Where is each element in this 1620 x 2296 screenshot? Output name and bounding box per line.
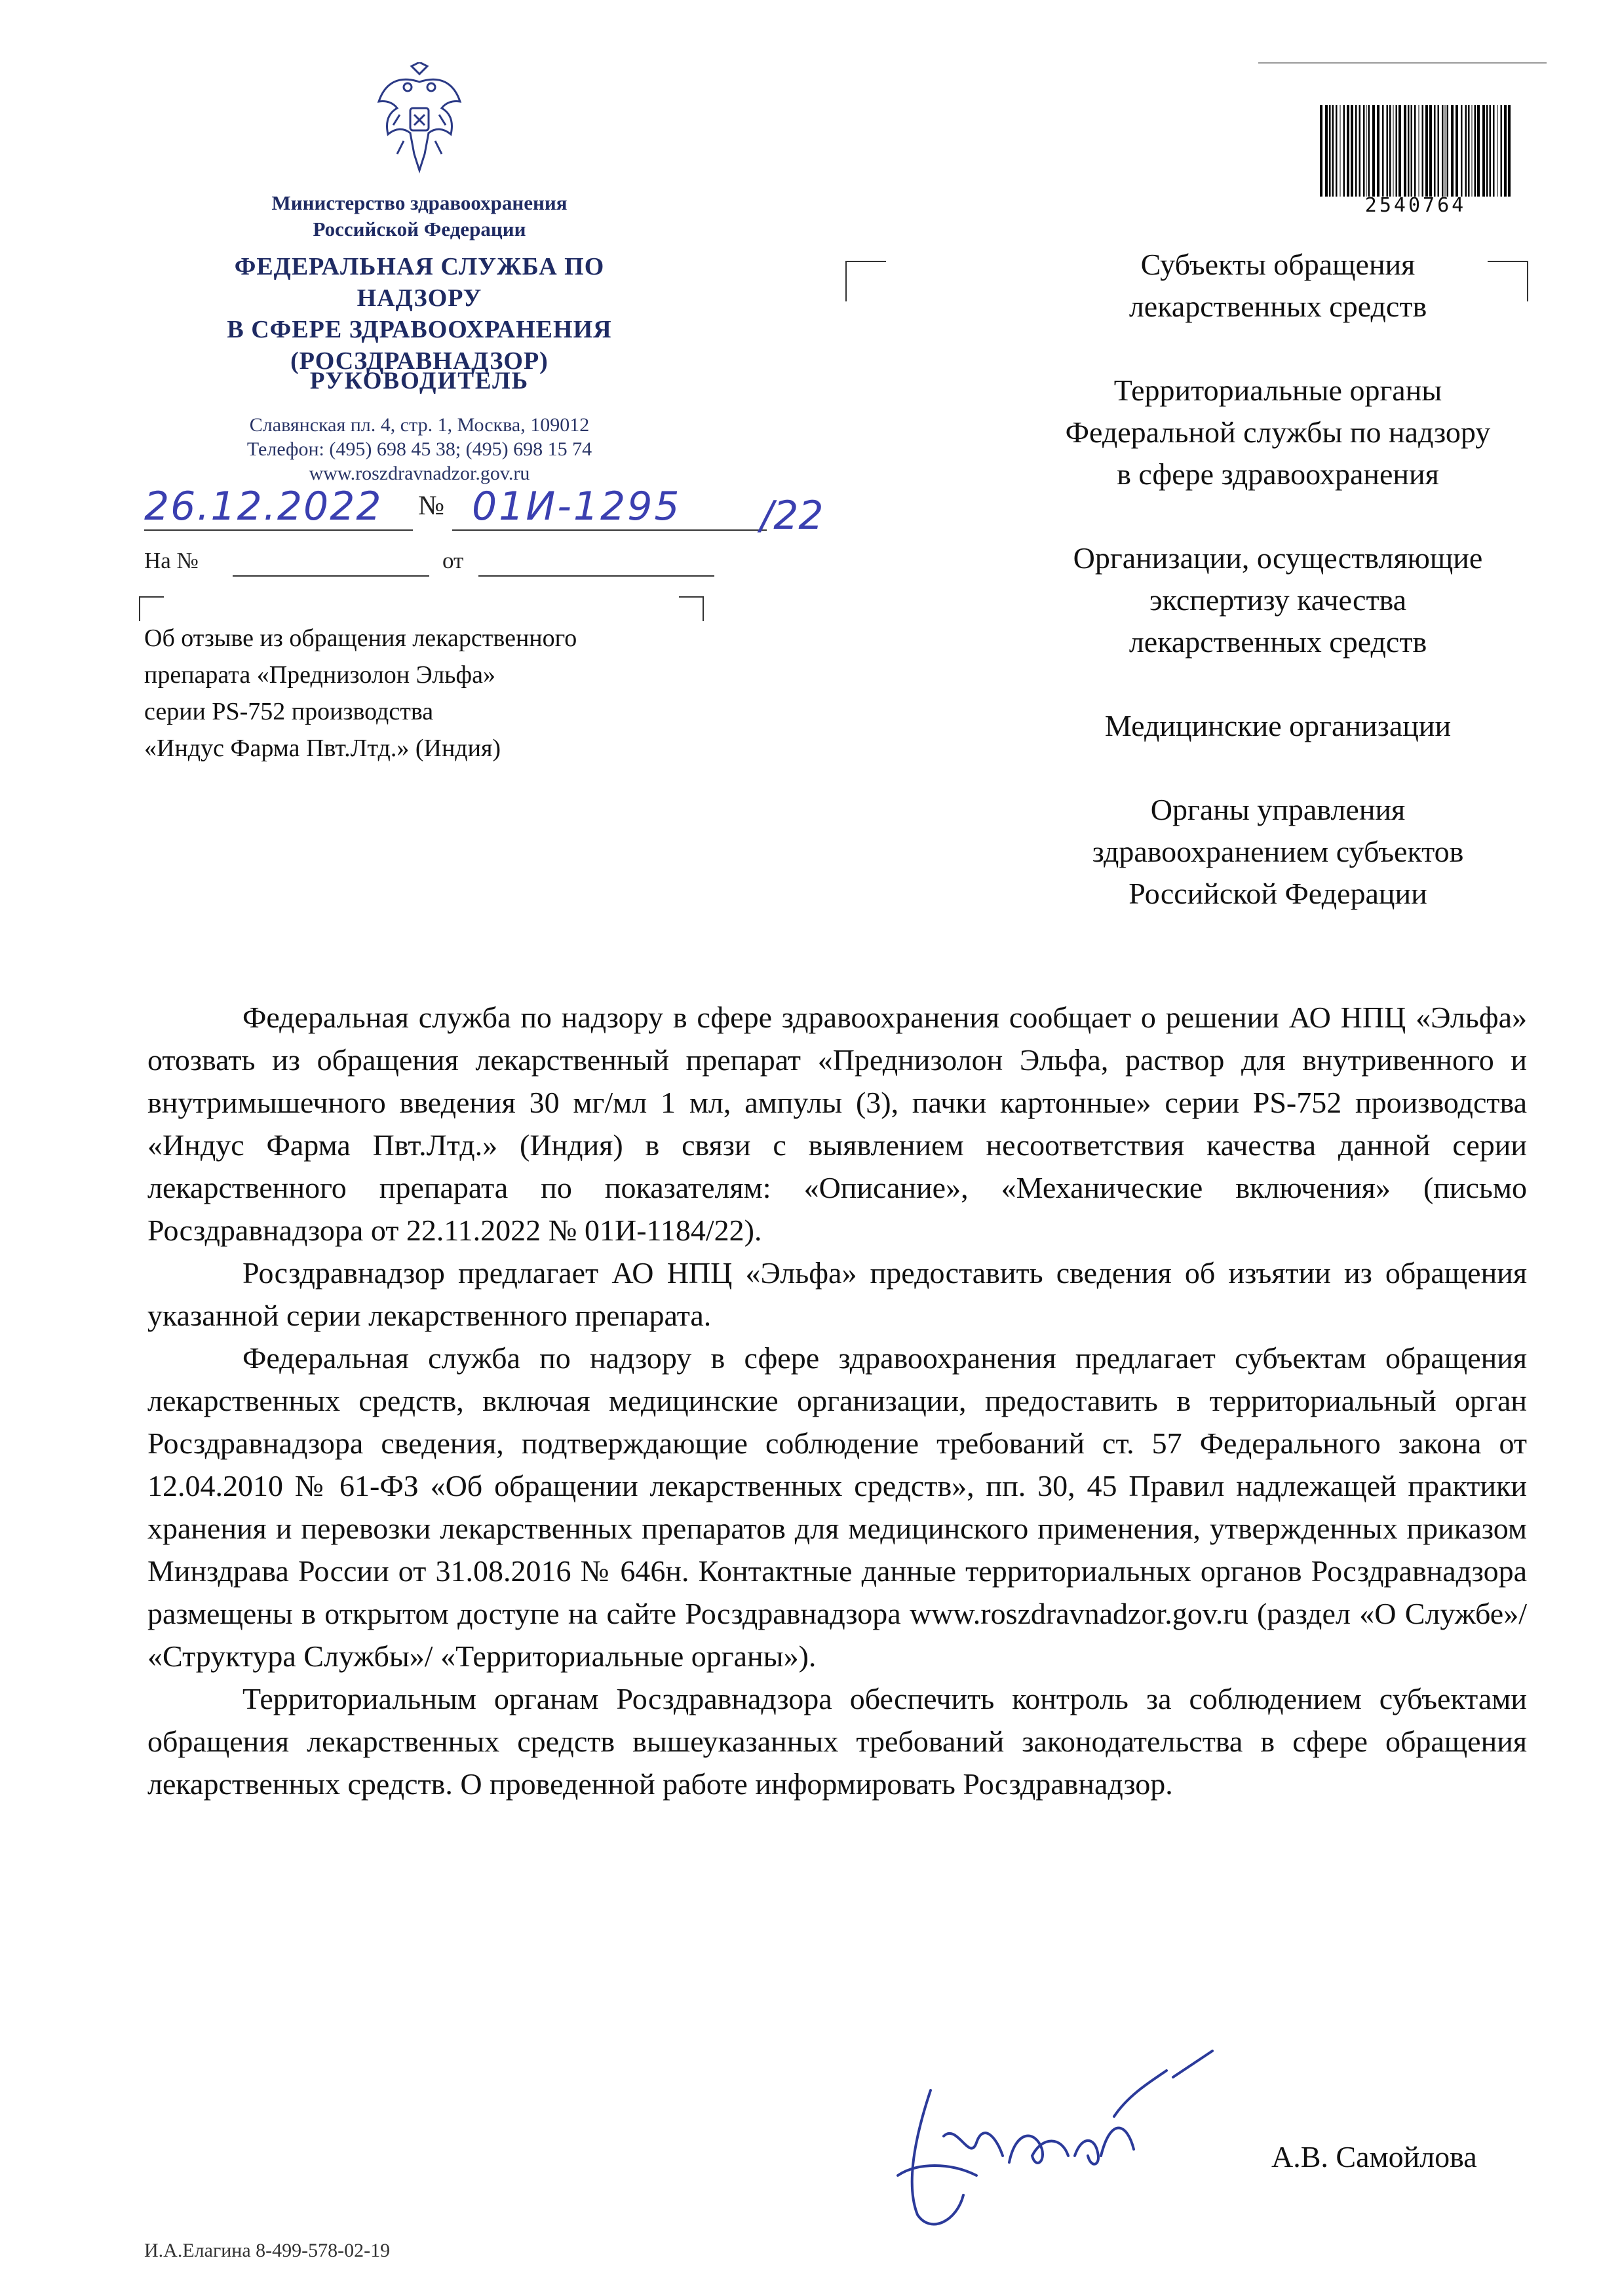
handwritten-signature-icon [878,2025,1245,2254]
barcode-number: 2540764 [1364,194,1467,217]
handwritten-date: 26.12.2022 [144,484,383,529]
addressee-line: Территориальные органы [1113,373,1442,407]
barcode-bar [1398,105,1401,197]
body-paragraph: Территориальным органам Росздравнадзора обеспечить контроль за соблюдением субъектами обращения лекарственных средств вышеуказанных требований законодательства в сфере обращения лекарственных средств. О проведенной работе информировать Росздравнадзор. [147,1682,1527,1801]
barcode-bar [1465,105,1467,197]
letter-body [147,996,1527,1805]
barcode-bar [1389,105,1391,197]
addressee-line: лекарственных средств [1128,625,1427,659]
addressee-line: здравоохранением субъектов [1092,835,1464,868]
barcode-bar [1482,105,1485,197]
barcode-bar [1490,105,1492,197]
head-title: РУКОВОДИТЕЛЬ [309,368,530,394]
barcode-bar [1404,105,1406,197]
subject-line: «Индус Фарма Пвт.Лтд.» (Индия) [144,735,501,762]
handwritten-number: 01И-1295 [472,484,682,529]
barcode-bar [1468,105,1470,197]
body-paragraph: Федеральная служба по надзору в сфере здравоохранения предлагает субъектам обращения лекарственных средств, включая медицинские организации, предоставить в территориальный орган Росздравнадзора сведения, подтверждающие соблюдение требований ст. 57 Федерального закона от 12.04.2010 № 61-ФЗ «Об обращении лекарственных средств», пп. 30, 45 Правил надлежащей практики хранения и перевозки лекарственных препаратов для медицинского применения, утвержденных приказом Минздрава России от 31.08.2016 № 646н. Контактные данные территориальных органов Росздравнадзора размещены в открытом доступе на сайте Росздравнадзора www.roszdravnadzor.gov.ru (раздел «О Службе»/ «Структура Службы»/ «Территориальные органы»). [147,1341,1527,1673]
ministry-line: Российской Федерации [313,218,526,240]
barcode-bar [1329,105,1331,197]
barcode-bar [1340,105,1341,197]
barcode-bar [1351,105,1353,197]
barcode [1317,105,1514,197]
barcode-bar [1408,105,1410,197]
barcode-bar [1447,105,1449,197]
barcode-bar [1396,105,1398,197]
barcode-bar [1382,105,1384,197]
handwritten-number-suffix: /22 [760,493,824,539]
barcode-bar [1414,105,1416,197]
barcode-bar [1425,105,1428,197]
barcode-bar [1451,105,1454,197]
incoming-reference [144,548,721,581]
barcode-bar [1320,105,1322,197]
barcode-bar [1411,105,1413,197]
barcode-bar [1393,105,1394,197]
addressee [917,789,1620,915]
subject-line: препарата «Преднизолон Эльфа» [144,661,495,689]
ministry-line: Министерство здравоохранения [271,191,568,214]
addressee-line: экспертизу качества [1149,583,1407,617]
top-rule [1258,62,1547,64]
barcode-bar [1387,105,1389,197]
barcode-bar [1501,105,1503,197]
bracket-corner [845,261,886,301]
addressee [917,537,1620,663]
addressee-line: Субъекты обращения [1140,248,1416,281]
service-line: В СФЕРЕ ЗДРАВООХРАНЕНИЯ [227,316,612,343]
registration-line [144,478,865,541]
barcode-bar [1445,105,1446,197]
address: Славянская пл. 4, стр. 1, Москва, 109012 [249,414,590,436]
addressee-line: в сфере здравоохранения [1117,457,1439,491]
barcode-bar [1461,105,1463,197]
barcode-bar [1363,105,1365,197]
addressees [917,244,1620,957]
barcode-bar [1472,105,1473,197]
addressee [917,705,1620,747]
addressee [917,244,1620,328]
from-label: от [442,548,464,573]
incoming-label: На № [144,548,199,573]
addressee-line: лекарственных средств [1128,290,1427,323]
barcode-bar [1368,105,1370,197]
barcode-bar [1355,105,1357,197]
body-paragraph: Росздравнадзор предлагает АО НПЦ «Эльфа» предоставить сведения об изъятии из обращения указанной серии лекарственного препарата. [147,1256,1527,1332]
contact-block [183,413,655,486]
addressee-line: Организации, осуществляющие [1073,541,1483,575]
service-line: ФЕДЕРАЛЬНАЯ СЛУЖБА ПО НАДЗОРУ [234,253,605,312]
bracket-corner [679,596,704,621]
phone: Телефон: (495) 698 45 38; (495) 698 15 74 [246,438,592,460]
barcode-bar [1442,105,1444,197]
ministry-name [183,190,655,242]
barcode-bar [1325,105,1328,197]
barcode-bar [1366,105,1367,197]
barcode-bar [1504,105,1507,197]
barcode-bar [1377,105,1379,197]
barcode-bar [1372,105,1375,197]
barcode-bar [1359,105,1361,197]
barcode-bar [1456,105,1458,197]
addressee [917,370,1620,495]
addressee-line: Федеральной службы по надзору [1065,415,1491,449]
executor-contact: И.А.Елагина 8-499-578-02-19 [144,2240,391,2261]
addressee-line: Российской Федерации [1128,877,1427,910]
barcode-bar [1477,105,1480,197]
barcode-bar [1434,105,1436,197]
service-name [183,251,655,377]
service-line: (РОСЗДРАВНАДЗОР) [290,347,549,375]
website: www.roszdravnadzor.gov.ru [309,463,530,484]
letter-subject [144,620,734,767]
subject-line: Об отзыве из обращения лекарственного [144,624,577,652]
signer-name: А.В. Самойлова [1271,2140,1477,2173]
subject-line: серии PS-752 производства [144,698,434,725]
body-paragraph: Федеральная служба по надзору в сфере здравоохранения сообщает о решении АО НПЦ «Эльфа» отозвать из обращения лекарственный препарат «Преднизолон Эльфа, раствор для внутривенного и внутримышечного введения 30 мг/мл 1 мл, ампулы (3), пачки картонные» серии PS-752 производства «Индус Фарма Пвт.Лтд.» (Индия) в связи с выявлением несоответствия качества данной серии лекарственного препарата по показателям: «Описание», «Механические включения» (письмо Росздравнадзора от 22.11.2022 № 01И-1184/22). [147,1001,1527,1247]
barcode-bar [1343,105,1345,197]
barcode-bar [1493,105,1495,197]
barcode-bar [1497,105,1498,197]
bracket-corner [139,596,164,621]
barcode-bar [1475,105,1476,197]
addressee-line: Органы управления [1150,793,1406,826]
addressee-line: Медицинские организации [1104,709,1452,742]
barcode-bar [1332,105,1334,197]
barcode-bar [1336,105,1338,197]
barcode-bar [1422,105,1424,197]
coat-of-arms-icon [374,62,465,174]
barcode-bar [1486,105,1488,197]
barcode-bar [1508,105,1511,197]
barcode-bar [1429,105,1432,197]
number-label: № [418,491,445,521]
barcode-bar [1347,105,1349,197]
barcode-bar [1438,105,1440,197]
